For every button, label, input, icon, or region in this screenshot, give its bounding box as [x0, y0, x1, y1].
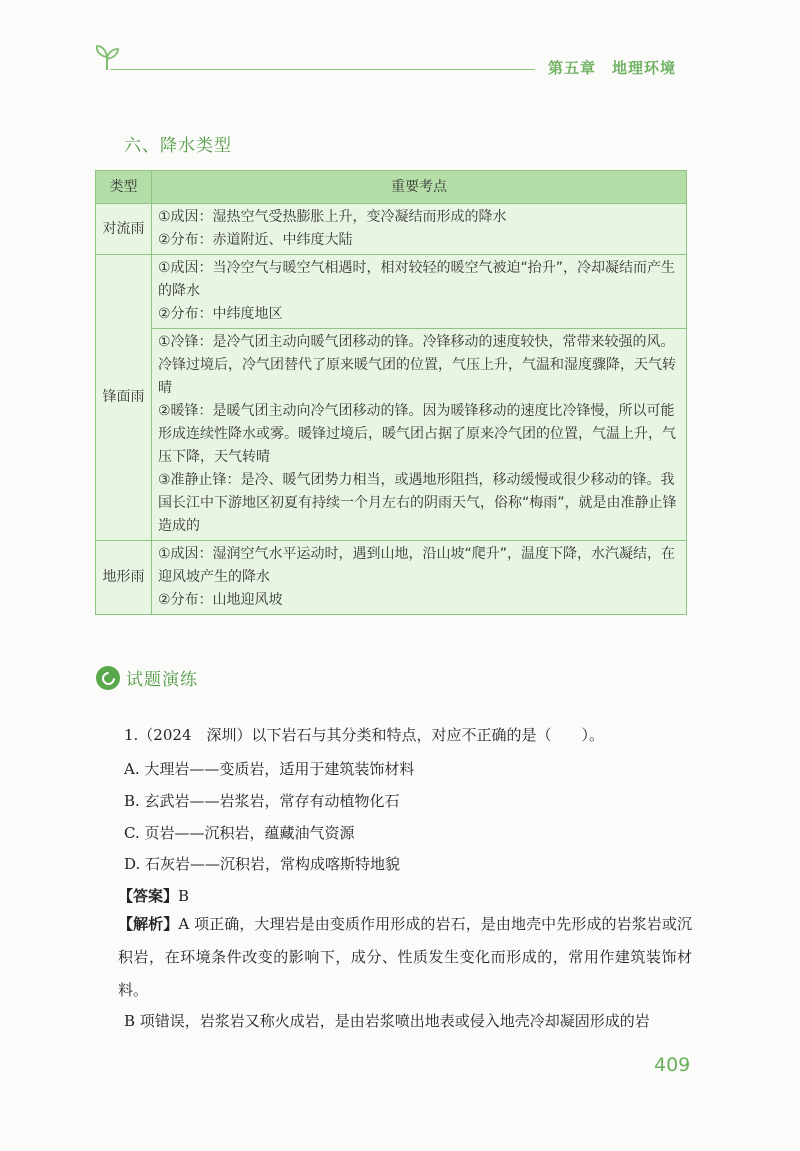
- header-rule: [110, 69, 535, 70]
- row-type: 地形雨: [96, 541, 152, 615]
- table-row: [96, 329, 687, 541]
- point-line: ①冷锋：是冷气团主动向暖气团移动的锋。冷锋移动的速度较快，常带来较强的风。冷锋过境后，冷气团替代了原来暖气团的位置，气压上升，气温和湿度骤降，天气转晴: [158, 334, 676, 396]
- table-row: [96, 204, 687, 255]
- answer-line: [118, 885, 189, 906]
- page-number: 409: [654, 1054, 691, 1076]
- analysis-paragraph: [118, 908, 692, 1007]
- clock-icon: [96, 666, 120, 690]
- precipitation-table: [95, 170, 687, 615]
- row-points: [152, 204, 687, 255]
- row-points: [152, 541, 687, 615]
- row-type: 对流雨: [96, 204, 152, 255]
- table-row: [96, 255, 687, 329]
- table-header-points: 重要考点: [152, 171, 687, 204]
- point-line: ②暖锋：是暖气团主动向冷气团移动的锋。因为暖锋移动的速度比冷锋慢，所以可能形成连续性降水或雾。暖锋过境后，暖气团占据了原来冷气团的位置，气温上升，气压下降，天气转晴: [158, 403, 676, 465]
- analysis-text: A 项正确，大理岩是由变质作用形成的岩石，是由地壳中先形成的岩浆岩或沉积岩，在环境条件改变的影响下，成分、性质发生变化而形成的，常用作建筑装饰材料。: [118, 915, 692, 999]
- answer-tag: 【答案】: [118, 887, 179, 905]
- point-line: ①成因：湿热空气受热膨胀上升，变冷凝结而形成的降水: [158, 209, 507, 225]
- point-line: ①成因：当冷空气与暖空气相遇时，相对较轻的暖空气被迫“抬升”，冷却凝结而产生的降水: [158, 260, 676, 299]
- section-title: 六、降水类型: [124, 136, 232, 156]
- option-a: A. 大理岩——变质岩，适用于建筑装饰材料: [124, 760, 415, 778]
- option-b: B. 玄武岩——岩浆岩，常存有动植物化石: [124, 792, 400, 810]
- point-line: ②分布：赤道附近、中纬度大陆: [158, 232, 353, 248]
- row-points: [152, 255, 687, 329]
- answer-value: B: [178, 887, 190, 905]
- exercise-label: 试题演练: [126, 670, 198, 690]
- option-d: D. 石灰岩——沉积岩，常构成喀斯特地貌: [124, 855, 401, 873]
- analysis-paragraph-2: B 项错误，岩浆岩又称火成岩，是由岩浆喷出地表或侵入地壳冷却凝固形成的岩: [124, 1012, 650, 1030]
- row-type: 锋面雨: [96, 255, 152, 541]
- table-header-row: [96, 171, 687, 204]
- table-header-type: 类型: [96, 171, 152, 204]
- point-line: ②分布：山地迎风坡: [158, 592, 283, 608]
- point-line: ③准静止锋：是冷、暖气团势力相当，或遇地形阻挡，移动缓慢或很少移动的锋。我国长江中下游地区初夏有持续一个月左右的阴雨天气，俗称“梅雨”，就是由准静止锋造成的: [158, 472, 677, 534]
- point-line: ②分布：中纬度地区: [158, 306, 283, 322]
- analysis-tag: 【解析】: [118, 915, 179, 933]
- table-row: [96, 541, 687, 615]
- option-c: C. 页岩——沉积岩，蕴藏油气资源: [124, 824, 355, 842]
- point-line: ①成因：湿润空气水平运动时，遇到山地，沿山坡“爬升”，温度下降，水汽凝结，在迎风坡产生的降水: [158, 546, 676, 585]
- question-stem: 1.（2024 深圳）以下岩石与其分类和特点，对应不正确的是（ ）。: [124, 726, 604, 744]
- row-points: [152, 329, 687, 541]
- chapter-title: 第五章 地理环境: [548, 59, 677, 77]
